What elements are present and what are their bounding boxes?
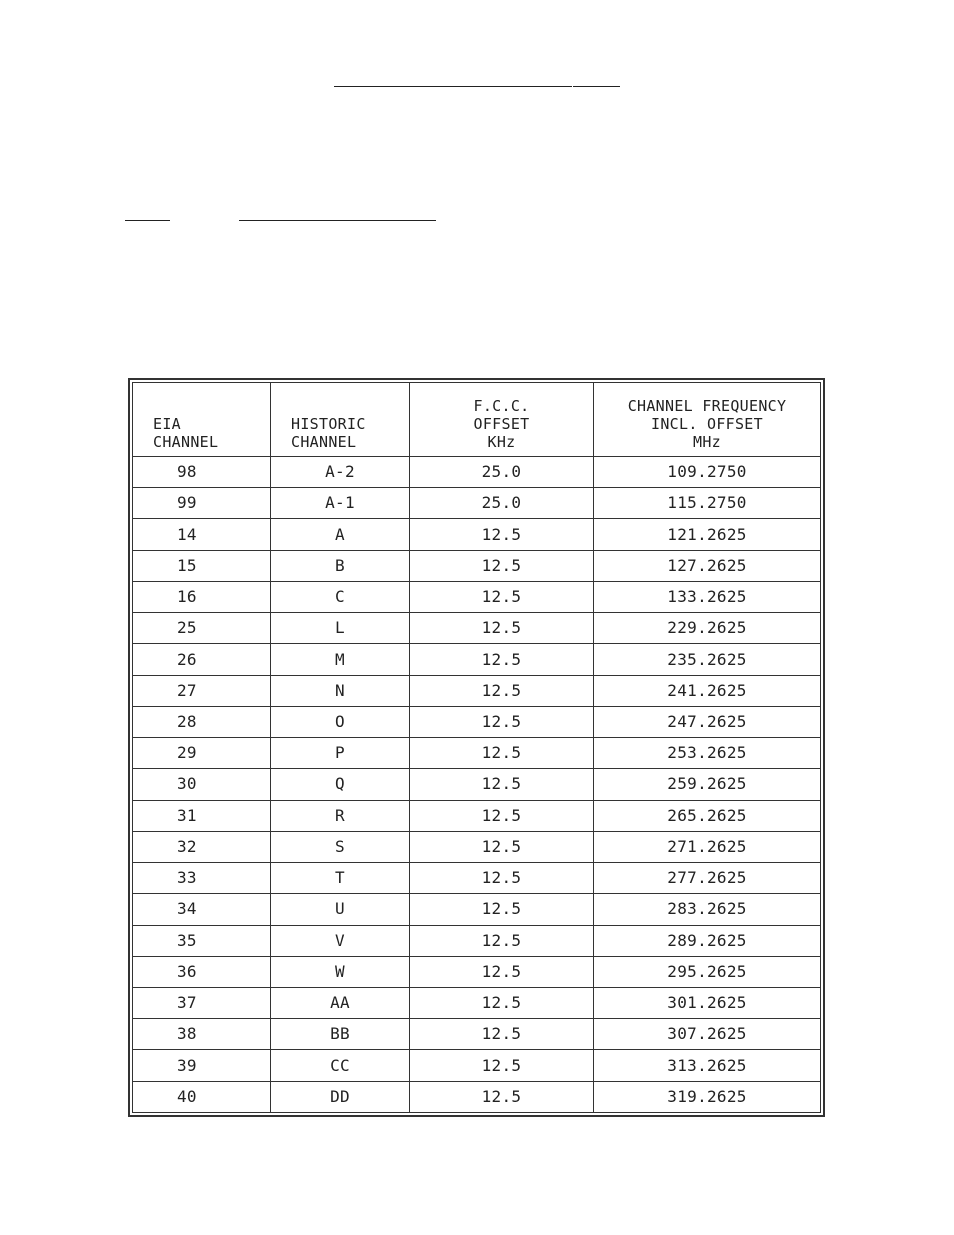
cell-eia-channel: 27	[133, 675, 271, 706]
table-row	[133, 581, 821, 612]
cell-fcc-offset: 12.5	[410, 738, 594, 769]
table-row	[133, 1019, 821, 1050]
cell-fcc-offset: 12.5	[410, 581, 594, 612]
cell-historic-channel: Q	[271, 769, 410, 800]
cell-fcc-offset: 12.5	[410, 769, 594, 800]
cell-eia-channel: 15	[133, 550, 271, 581]
cell-channel-frequency: 259.2625	[594, 769, 821, 800]
table-row	[133, 738, 821, 769]
table-header-row	[133, 383, 821, 457]
cell-historic-channel: C	[271, 581, 410, 612]
cell-eia-channel: 16	[133, 581, 271, 612]
table-row	[133, 800, 821, 831]
cell-fcc-offset: 12.5	[410, 644, 594, 675]
cell-channel-frequency: 301.2625	[594, 987, 821, 1018]
cell-eia-channel: 98	[133, 457, 271, 488]
cell-channel-frequency: 307.2625	[594, 1019, 821, 1050]
table-row	[133, 925, 821, 956]
cell-historic-channel: W	[271, 956, 410, 987]
section-title-underline	[239, 220, 436, 221]
cell-channel-frequency: 121.2625	[594, 519, 821, 550]
cell-channel-frequency: 235.2625	[594, 644, 821, 675]
cell-fcc-offset: 12.5	[410, 706, 594, 737]
cell-fcc-offset: 12.5	[410, 894, 594, 925]
cell-channel-frequency: 133.2625	[594, 581, 821, 612]
header-channel-frequency	[594, 383, 821, 457]
cell-fcc-offset: 12.5	[410, 613, 594, 644]
header-fcc-offset	[410, 383, 594, 457]
header-historic-line-1: HISTORIC	[291, 415, 366, 433]
cell-fcc-offset: 12.5	[410, 1019, 594, 1050]
cell-historic-channel: O	[271, 706, 410, 737]
table-row	[133, 488, 821, 519]
cell-channel-frequency: 283.2625	[594, 894, 821, 925]
table-row	[133, 894, 821, 925]
header-eia-channel	[133, 383, 271, 457]
cell-historic-channel: A	[271, 519, 410, 550]
cell-fcc-offset: 25.0	[410, 457, 594, 488]
channel-table-frame	[128, 378, 825, 1117]
cell-historic-channel: M	[271, 644, 410, 675]
cell-eia-channel: 28	[133, 706, 271, 737]
cell-fcc-offset: 12.5	[410, 519, 594, 550]
cell-fcc-offset: 12.5	[410, 675, 594, 706]
cell-fcc-offset: 12.5	[410, 1081, 594, 1112]
cell-channel-frequency: 241.2625	[594, 675, 821, 706]
cell-fcc-offset: 12.5	[410, 956, 594, 987]
cell-channel-frequency: 265.2625	[594, 800, 821, 831]
cell-fcc-offset: 12.5	[410, 800, 594, 831]
table-row	[133, 706, 821, 737]
cell-historic-channel: S	[271, 831, 410, 862]
cell-eia-channel: 26	[133, 644, 271, 675]
cell-eia-channel: 99	[133, 488, 271, 519]
cell-fcc-offset: 12.5	[410, 831, 594, 862]
header-historic-channel	[271, 383, 410, 457]
cell-channel-frequency: 229.2625	[594, 613, 821, 644]
cell-channel-frequency: 115.2750	[594, 488, 821, 519]
cell-eia-channel: 14	[133, 519, 271, 550]
cell-channel-frequency: 247.2625	[594, 706, 821, 737]
table-row	[133, 1050, 821, 1081]
cell-channel-frequency: 277.2625	[594, 863, 821, 894]
cell-channel-frequency: 313.2625	[594, 1050, 821, 1081]
table-row	[133, 831, 821, 862]
cell-fcc-offset: 25.0	[410, 488, 594, 519]
cell-eia-channel: 33	[133, 863, 271, 894]
cell-historic-channel: B	[271, 550, 410, 581]
section-number-underline	[125, 220, 170, 221]
cell-eia-channel: 32	[133, 831, 271, 862]
cell-channel-frequency: 271.2625	[594, 831, 821, 862]
cell-fcc-offset: 12.5	[410, 863, 594, 894]
header-offset-line-3: KHz	[487, 433, 516, 451]
table-row	[133, 457, 821, 488]
table-row	[133, 613, 821, 644]
header-offset-line-2: OFFSET	[473, 415, 530, 433]
cell-eia-channel: 34	[133, 894, 271, 925]
cell-eia-channel: 40	[133, 1081, 271, 1112]
cell-historic-channel: P	[271, 738, 410, 769]
cell-channel-frequency: 127.2625	[594, 550, 821, 581]
cell-eia-channel: 35	[133, 925, 271, 956]
cell-eia-channel: 31	[133, 800, 271, 831]
cell-historic-channel: L	[271, 613, 410, 644]
table-row	[133, 519, 821, 550]
table-row	[133, 550, 821, 581]
cell-historic-channel: DD	[271, 1081, 410, 1112]
title-underline-extension	[573, 86, 620, 87]
cell-eia-channel: 39	[133, 1050, 271, 1081]
table-row	[133, 956, 821, 987]
cell-channel-frequency: 253.2625	[594, 738, 821, 769]
cell-channel-frequency: 319.2625	[594, 1081, 821, 1112]
header-eia-line-1: EIA	[153, 415, 181, 433]
channel-frequency-table	[132, 382, 821, 1113]
cell-fcc-offset: 12.5	[410, 925, 594, 956]
table-row	[133, 675, 821, 706]
header-eia-line-2: CHANNEL	[153, 433, 219, 451]
cell-historic-channel: A-2	[271, 457, 410, 488]
cell-historic-channel: N	[271, 675, 410, 706]
cell-channel-frequency: 109.2750	[594, 457, 821, 488]
title-underline	[334, 86, 572, 87]
cell-historic-channel: AA	[271, 987, 410, 1018]
table-body	[133, 457, 821, 1113]
header-frequency-line-2: INCL. OFFSET	[651, 415, 763, 433]
cell-eia-channel: 25	[133, 613, 271, 644]
cell-channel-frequency: 295.2625	[594, 956, 821, 987]
table-row	[133, 769, 821, 800]
cell-historic-channel: BB	[271, 1019, 410, 1050]
cell-fcc-offset: 12.5	[410, 987, 594, 1018]
cell-historic-channel: V	[271, 925, 410, 956]
cell-historic-channel: U	[271, 894, 410, 925]
cell-historic-channel: CC	[271, 1050, 410, 1081]
header-offset-line-1: F.C.C.	[473, 397, 530, 415]
cell-fcc-offset: 12.5	[410, 1050, 594, 1081]
table-row	[133, 1081, 821, 1112]
table-row	[133, 644, 821, 675]
cell-eia-channel: 30	[133, 769, 271, 800]
cell-eia-channel: 37	[133, 987, 271, 1018]
cell-historic-channel: R	[271, 800, 410, 831]
cell-eia-channel: 29	[133, 738, 271, 769]
cell-fcc-offset: 12.5	[410, 550, 594, 581]
cell-eia-channel: 38	[133, 1019, 271, 1050]
table-row	[133, 987, 821, 1018]
cell-historic-channel: T	[271, 863, 410, 894]
header-frequency-line-3: MHz	[693, 433, 721, 451]
header-frequency-line-1: CHANNEL FREQUENCY	[627, 397, 787, 415]
table-row	[133, 863, 821, 894]
cell-historic-channel: A-1	[271, 488, 410, 519]
header-historic-line-2: CHANNEL	[291, 433, 357, 451]
cell-eia-channel: 36	[133, 956, 271, 987]
cell-channel-frequency: 289.2625	[594, 925, 821, 956]
